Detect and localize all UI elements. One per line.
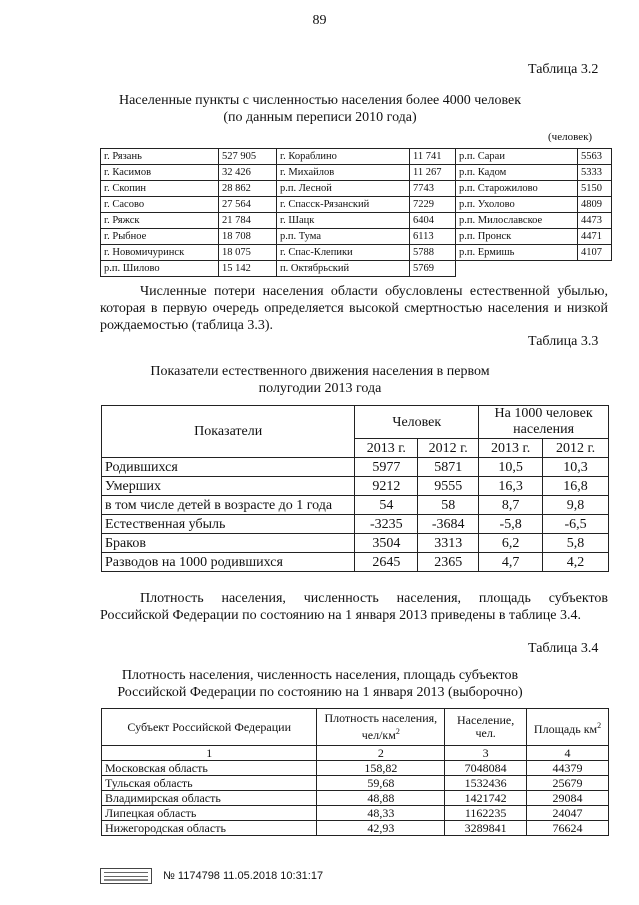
table-row bbox=[101, 197, 612, 213]
settlement-name: г. Рыбное bbox=[101, 229, 219, 245]
header-population: Население, чел. bbox=[445, 709, 527, 746]
settlement-population: 7229 bbox=[410, 197, 456, 213]
table-3-2-unit: (человек) bbox=[548, 131, 593, 143]
settlement-population: 11 741 bbox=[410, 149, 456, 165]
indicator-value: 2365 bbox=[418, 553, 479, 572]
table-row bbox=[102, 458, 609, 477]
header-per1000-2012: 2012 г. bbox=[543, 439, 609, 458]
settlement-name: г. Спас-Клепики bbox=[277, 245, 410, 261]
table-3-2-label: Таблица 3.2 bbox=[528, 62, 599, 77]
document-reference: № 1174798 11.05.2018 10:31:17 bbox=[163, 869, 324, 882]
settlement-population: 527 905 bbox=[219, 149, 277, 165]
table-row bbox=[102, 477, 609, 496]
table-row bbox=[102, 496, 609, 515]
subject-value: 42,93 bbox=[317, 821, 445, 836]
settlement-population: 32 426 bbox=[219, 165, 277, 181]
settlement-population: 5788 bbox=[410, 245, 456, 261]
table-3-2-title bbox=[90, 92, 550, 126]
settlement-population: 18 708 bbox=[219, 229, 277, 245]
indicator-value: 54 bbox=[355, 496, 418, 515]
table-3-3-title-line1: Показатели естественного движения населения в первом bbox=[150, 364, 490, 379]
settlement-population: 4107 bbox=[578, 245, 612, 261]
indicator-name: Родившихся bbox=[102, 458, 355, 477]
indicator-name: в том числе детей в возрасте до 1 года bbox=[102, 496, 355, 515]
indicator-value: 3313 bbox=[418, 534, 479, 553]
settlement-name: г. Скопин bbox=[101, 181, 219, 197]
subject-value: 3289841 bbox=[445, 821, 527, 836]
settlement-name: г. Ряжск bbox=[101, 213, 219, 229]
subject-value: 1421742 bbox=[445, 791, 527, 806]
table-row bbox=[102, 821, 609, 836]
indicator-value: 10,5 bbox=[479, 458, 543, 477]
settlement-population: 18 075 bbox=[219, 245, 277, 261]
settlement-name: г. Кораблино bbox=[277, 149, 410, 165]
settlement-name: р.п. Пронск bbox=[456, 229, 578, 245]
paragraph-density bbox=[100, 590, 608, 624]
paragraph-density-text: Плотность населения, численность населения, площадь субъектов Российской Федерации по состоянию на 1 января 2013 приведены в таблице 3.4. bbox=[100, 591, 608, 623]
settlement-population: 28 862 bbox=[219, 181, 277, 197]
settlement-name: р.п. Ермишь bbox=[456, 245, 578, 261]
paragraph-natural-loss bbox=[100, 283, 608, 334]
indicator-value: 5,8 bbox=[543, 534, 609, 553]
paragraph-natural-loss-text: Численные потери населения области обусловлены естественной убылью, которая в первую очередь определяется высокой смертностью населения и низкой рождаемостью (таблица 3.3). bbox=[100, 284, 608, 333]
settlement-name: г. Касимов bbox=[101, 165, 219, 181]
table-row bbox=[102, 776, 609, 791]
settlement-name: г. Михайлов bbox=[277, 165, 410, 181]
table-3-4-label: Таблица 3.4 bbox=[528, 641, 599, 656]
subject-value: 76624 bbox=[527, 821, 609, 836]
indicator-value: -3235 bbox=[355, 515, 418, 534]
settlement-name: р.п. Тума bbox=[277, 229, 410, 245]
indicator-value: -5,8 bbox=[479, 515, 543, 534]
indicator-value: 16,8 bbox=[543, 477, 609, 496]
indicator-value: 3504 bbox=[355, 534, 418, 553]
table-row bbox=[102, 534, 609, 553]
subject-value: 7048084 bbox=[445, 761, 527, 776]
subject-name: Московская область bbox=[102, 761, 317, 776]
indicator-name: Браков bbox=[102, 534, 355, 553]
settlement-name: г. Новомичуринск bbox=[101, 245, 219, 261]
settlement-population: 6404 bbox=[410, 213, 456, 229]
table-row bbox=[101, 229, 612, 245]
indicator-value: 16,3 bbox=[479, 477, 543, 496]
settlement-population: 27 564 bbox=[219, 197, 277, 213]
header-people-2012: 2012 г. bbox=[418, 439, 479, 458]
table-3-2-title-line1: Населенные пункты с численностью населения более 4000 человек bbox=[118, 93, 522, 108]
header-area-sup: 2 bbox=[597, 720, 602, 730]
indicator-value: 5977 bbox=[355, 458, 418, 477]
settlement-population: 7743 bbox=[410, 181, 456, 197]
settlement-population: 5563 bbox=[578, 149, 612, 165]
table-row bbox=[102, 553, 609, 572]
footer bbox=[100, 868, 323, 884]
subject-value: 1162235 bbox=[445, 806, 527, 821]
subject-value: 24047 bbox=[527, 806, 609, 821]
settlement-name: г. Шацк bbox=[277, 213, 410, 229]
indicator-value: -6,5 bbox=[543, 515, 609, 534]
subject-value: 29084 bbox=[527, 791, 609, 806]
header-subject: Субъект Российской Федерации bbox=[102, 709, 317, 746]
settlement-name: п. Октябрьский bbox=[277, 261, 410, 277]
settlement-population: 4471 bbox=[578, 229, 612, 245]
table-3-4-title-line2: Российской Федерации по состоянию на 1 января 2013 (выборочно) bbox=[117, 685, 523, 700]
indicator-value: 5871 bbox=[418, 458, 479, 477]
header-per1000-2013: 2013 г. bbox=[479, 439, 543, 458]
indicator-name: Разводов на 1000 родившихся bbox=[102, 553, 355, 572]
settlements-table bbox=[100, 148, 612, 277]
table-row bbox=[102, 761, 609, 776]
indicator-value: 9,8 bbox=[543, 496, 609, 515]
table-row bbox=[101, 165, 612, 181]
settlement-name: р.п. Шилово bbox=[101, 261, 219, 277]
settlement-population: 15 142 bbox=[219, 261, 277, 277]
header-per-1000: На 1000 человек населения bbox=[479, 406, 609, 439]
subject-name: Владимирская область bbox=[102, 791, 317, 806]
header-people-2013: 2013 г. bbox=[355, 439, 418, 458]
settlement-name: р.п. Старожилово bbox=[456, 181, 578, 197]
indicator-value: 9212 bbox=[355, 477, 418, 496]
natural-movement-table bbox=[101, 405, 609, 572]
table-row bbox=[101, 261, 612, 277]
table-3-3-label: Таблица 3.3 bbox=[528, 334, 599, 349]
table-row bbox=[102, 791, 609, 806]
indicator-value: 8,7 bbox=[479, 496, 543, 515]
page-number: 89 bbox=[312, 13, 327, 28]
header-indicator: Показатели bbox=[102, 406, 355, 458]
indicator-name: Естественная убыль bbox=[102, 515, 355, 534]
table-3-3-title bbox=[90, 363, 550, 397]
table-row bbox=[102, 806, 609, 821]
indicator-value: 4,7 bbox=[479, 553, 543, 572]
table-row bbox=[101, 213, 612, 229]
government-stamp-icon bbox=[100, 868, 152, 884]
col-num-4: 4 bbox=[527, 746, 609, 761]
header-area-text: Площадь км bbox=[533, 721, 598, 736]
settlement-population: 5769 bbox=[410, 261, 456, 277]
indicator-name: Умерших bbox=[102, 477, 355, 496]
subject-value: 44379 bbox=[527, 761, 609, 776]
settlement-name: р.п. Милославское bbox=[456, 213, 578, 229]
settlement-name: г. Сасово bbox=[101, 197, 219, 213]
subject-value: 1532436 bbox=[445, 776, 527, 791]
subject-value: 59,68 bbox=[317, 776, 445, 791]
settlement-population: 21 784 bbox=[219, 213, 277, 229]
indicator-value: 2645 bbox=[355, 553, 418, 572]
subject-name: Тульская область bbox=[102, 776, 317, 791]
table-3-4-title bbox=[70, 667, 570, 701]
col-num-2: 2 bbox=[317, 746, 445, 761]
settlement-population: 11 267 bbox=[410, 165, 456, 181]
density-table bbox=[101, 708, 609, 836]
settlement-population bbox=[578, 261, 612, 277]
table-row bbox=[101, 181, 612, 197]
settlement-population: 4809 bbox=[578, 197, 612, 213]
indicator-value: 10,3 bbox=[543, 458, 609, 477]
settlement-population: 5333 bbox=[578, 165, 612, 181]
settlement-name: р.п. Ухолово bbox=[456, 197, 578, 213]
settlement-name: г. Рязань bbox=[101, 149, 219, 165]
table-row bbox=[102, 515, 609, 534]
header-density-sup: 2 bbox=[395, 727, 400, 736]
indicator-value: 58 bbox=[418, 496, 479, 515]
subject-name: Нижегородская область bbox=[102, 821, 317, 836]
settlement-name: г. Спасск-Рязанский bbox=[277, 197, 410, 213]
table-3-4-title-line1: Плотность населения, численность населения, площадь субъектов bbox=[121, 668, 519, 683]
header-density-text: Плотность населения, чел/км bbox=[324, 711, 438, 742]
settlement-population: 6113 bbox=[410, 229, 456, 245]
settlement-name: р.п. Кадом bbox=[456, 165, 578, 181]
subject-name: Липецкая область bbox=[102, 806, 317, 821]
table-row bbox=[101, 245, 612, 261]
header-area bbox=[527, 709, 609, 746]
header-people: Человек bbox=[355, 406, 479, 439]
settlement-population: 4473 bbox=[578, 213, 612, 229]
table-3-3-title-line2: полугодии 2013 года bbox=[258, 381, 382, 396]
col-num-3: 3 bbox=[445, 746, 527, 761]
settlement-name bbox=[456, 261, 578, 277]
settlement-name: р.п. Лесной bbox=[277, 181, 410, 197]
subject-value: 158,82 bbox=[317, 761, 445, 776]
indicator-value: 9555 bbox=[418, 477, 479, 496]
settlement-population: 5150 bbox=[578, 181, 612, 197]
indicator-value: -3684 bbox=[418, 515, 479, 534]
table-3-2-title-line2: (по данным переписи 2010 года) bbox=[223, 110, 417, 125]
subject-value: 48,88 bbox=[317, 791, 445, 806]
subject-value: 25679 bbox=[527, 776, 609, 791]
indicator-value: 4,2 bbox=[543, 553, 609, 572]
indicator-value: 6,2 bbox=[479, 534, 543, 553]
settlement-name: р.п. Сараи bbox=[456, 149, 578, 165]
table-row bbox=[101, 149, 612, 165]
subject-value: 48,33 bbox=[317, 806, 445, 821]
col-num-1: 1 bbox=[102, 746, 317, 761]
header-density bbox=[317, 709, 445, 746]
